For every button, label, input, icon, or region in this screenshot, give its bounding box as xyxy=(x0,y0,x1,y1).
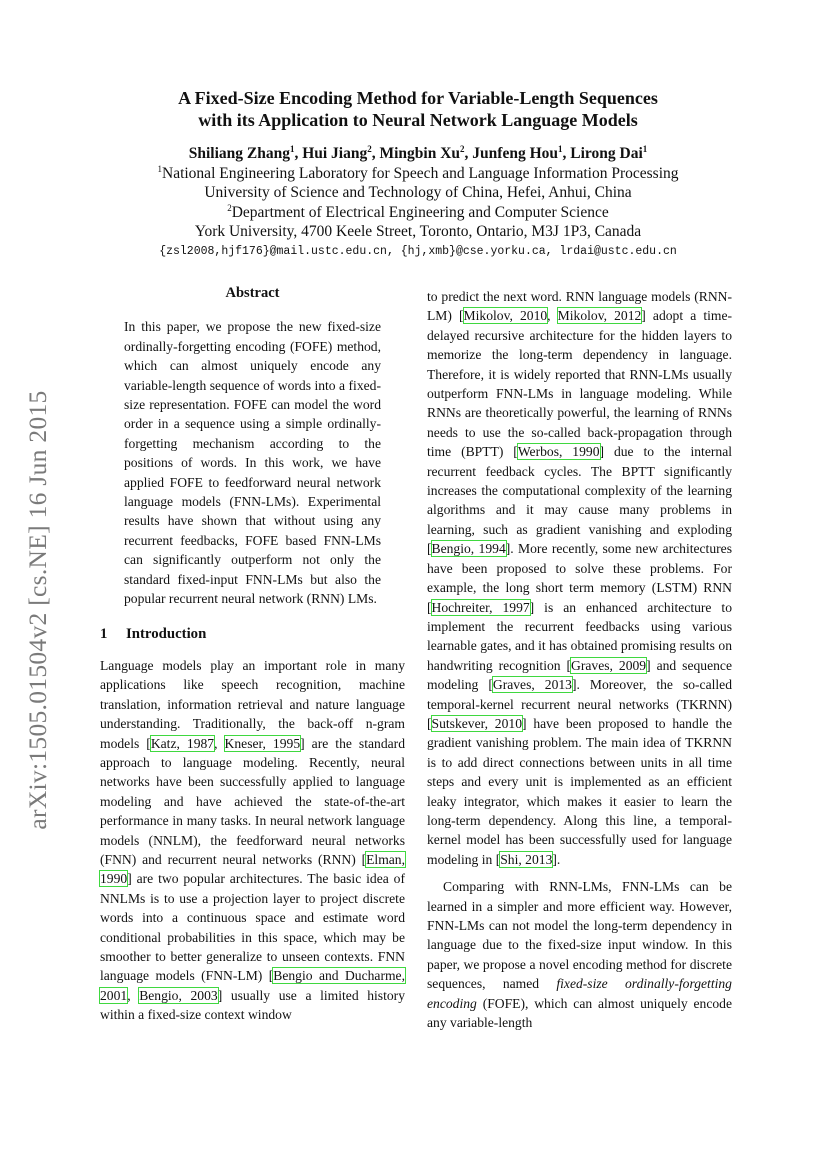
author-emails: {zsl2008,hjf176}@mail.ustc.edu.cn, {hj,xmb}@cse.yorku.ca, lrdai@ustc.edu.cn xyxy=(159,245,677,258)
citation-link[interactable]: Bengio, 1994 xyxy=(431,541,506,557)
author-affil-mark: 1 xyxy=(642,144,648,154)
citation-link[interactable]: Hochreiter, 1997 xyxy=(431,599,530,615)
author-affil-mark: 1 xyxy=(289,144,295,154)
author: Lirong Dai xyxy=(570,145,643,162)
citation-link[interactable]: Mikolov, 2012 xyxy=(557,308,642,324)
intro-paragraph-2: Comparing with RNN-LMs, FNN-LMs can be learned in a simpler and more efficient way. However, FNN-LMs can not model the long-term dependency in language due to the fixed-size input window. In this paper, we propose a novel encoding method for discrete sequences, named fixed-size ordinally-forgetting encoding (FOFE), which can almost uniquely encode any variable-length xyxy=(427,879,732,1031)
paper-title xyxy=(100,87,736,131)
author-affil-mark: 2 xyxy=(367,144,372,154)
affiliation-mark: 1 xyxy=(157,164,162,174)
citation-link[interactable]: Elman, 1990 xyxy=(100,851,405,887)
author-affil-mark: 2 xyxy=(460,144,465,154)
citation-link[interactable]: Shi, 2013 xyxy=(500,851,553,867)
intro-paragraph-1-continued: to predict the next word. RNN language models (RNN-LM) [Mikolov, 2010, Mikolov, 2012] adopt a time-delayed recursive architecture for the hidden layers to memorize the long-term dependency in language. Therefore, it is widely reported that RNN-LMs usually outperform FNN-LMs in language modeling. While RNNs are theoretically powerful, the learning of RNNs needs to use the so-called back-propagation through time (BPTT) [Werbos, 1990] due to the internal recurrent feedback cycles. The BPTT significantly increases the computational complexity of the learning algorithms and it may cause many problems in learning, such as gradient vanishing and exploding [Bengio, 1994]. More recently, some new architectures have been proposed to solve these problems. For example, the long short term memory (LSTM) RNN [Hochreiter, 1997] is an enhanced architecture to implement the recurrent feedbacks using various learnable gates, and it has obtained promising results on handwriting recognition [Graves, 2009] and sequence modeling [Graves, 2013]. Moreover, the so-called temporal-kernel recurrent neural networks (TKRNN) [Sutskever, 2010] have been proposed to handle the gradient vanishing problem. The main idea of TKRNN is to add direct connections between units in all time steps and every unit is implemented as an efficient leaky integrator, which makes it easier to learn the long-term dependency. Along this line, a temporal-kernel model has been successfully used for language modeling in [Shi, 2013]. xyxy=(427,289,733,867)
right-column xyxy=(427,287,732,1032)
citation-link[interactable]: Bengio, 2003 xyxy=(139,987,218,1003)
section-title: Introduction xyxy=(126,625,207,642)
intro-paragraph-1: Language models play an important role in many applications like speech recognition, machine translation, information retrieval and nature language understanding. Traditionally, the back-off n-gram models [Katz, 1987, Kneser, 1995] are the standard approach to language modeling. Recently, neural networks have been successfully applied to language modeling and have achieved the state-of-the-art performance in many tasks. In neural network language models (NNLM), the feedforward neural networks (FNN) and recurrent neural networks (RNN) [Elman, 1990] are two popular architectures. The basic idea of NNLMs is to use a projection layer to project discrete words into a continuous space and estimate word conditional probabilities in this space, which may be smoother to better generalize to unseen contexts. FNN language models (FNN-LM) [Bengio and Ducharme, 2001, Bengio, 2003] usually use a limited history within a fixed-size context window xyxy=(100,657,405,1023)
affiliation-mark: 2 xyxy=(227,203,232,213)
section-number: 1 xyxy=(100,625,108,642)
citation-link[interactable]: Graves, 2013 xyxy=(492,677,572,693)
citation-link[interactable]: Bengio and Ducharme, 2001 xyxy=(100,968,405,1003)
author: Mingbin Xu xyxy=(379,145,461,162)
title-line-1: A Fixed-Size Encoding Method for Variable-Length Sequences xyxy=(178,88,658,108)
author: Junfeng Hou xyxy=(472,145,559,162)
citation-link[interactable]: Mikolov, 2010 xyxy=(463,308,548,324)
abstract-heading: Abstract xyxy=(225,285,280,301)
arxiv-identifier: arXiv:1505.01504v2 [cs.NE] 16 Jun 2015 xyxy=(23,390,52,830)
citation-link[interactable]: Werbos, 1990 xyxy=(517,444,600,460)
affiliation-2-line-1: $^2$Department of Electrical Engineering and Computer Science xyxy=(227,203,609,221)
author-list: Shiliang Zhang$^1$, Hui Jiang$^2$, Mingbin Xu$^2$, Junfeng Hou$^1$, Lirong Dai$^1$ xyxy=(188,144,648,162)
citation-link[interactable]: Sutskever, 2010 xyxy=(431,715,522,731)
citation-link[interactable]: Katz, 1987 xyxy=(150,735,215,751)
left-column xyxy=(100,284,405,1025)
citation-link[interactable]: Graves, 2009 xyxy=(571,657,647,673)
affiliation-1-line-1: $^1$National Engineering Laboratory for Speech and Language Information Processing xyxy=(157,164,679,182)
title-line-2: with its Application to Neural Network Language Models xyxy=(198,110,638,130)
author: Shiliang Zhang xyxy=(188,145,290,162)
affiliation-2-line-2: York University, 4700 Keele Street, Toronto, Ontario, M3J 1P3, Canada xyxy=(194,223,642,240)
author: Hui Jiang xyxy=(302,145,368,162)
citation-link[interactable]: Kneser, 1995 xyxy=(224,735,301,751)
section-heading-introduction xyxy=(100,625,405,644)
affiliation-1-line-2: University of Science and Technology of China, Hefei, Anhui, China xyxy=(204,184,632,201)
emphasized-term: fixed-size ordinally-forgetting encoding xyxy=(427,976,732,1011)
author-affil-mark: 1 xyxy=(558,144,563,154)
abstract-text: In this paper, we propose the new fixed-size ordinally-forgetting encoding (FOFE) method, which can almost uniquely encode any variable-length sequence of words into a fixed-size representation. FOFE can model the word order in a sequence using a simple ordinally-forgetting mechanism according to the positions of words. In this work, we have applied FOFE to feedforward neural network language models (FNN-LMs). Experimental results have shown that without using any recurrent feedbacks, FOFE based FNN-LMs can significantly outperform not only the standard fixed-input FNN-LMs but also the popular recurrent neural network (RNN) LMs. xyxy=(124,319,381,607)
